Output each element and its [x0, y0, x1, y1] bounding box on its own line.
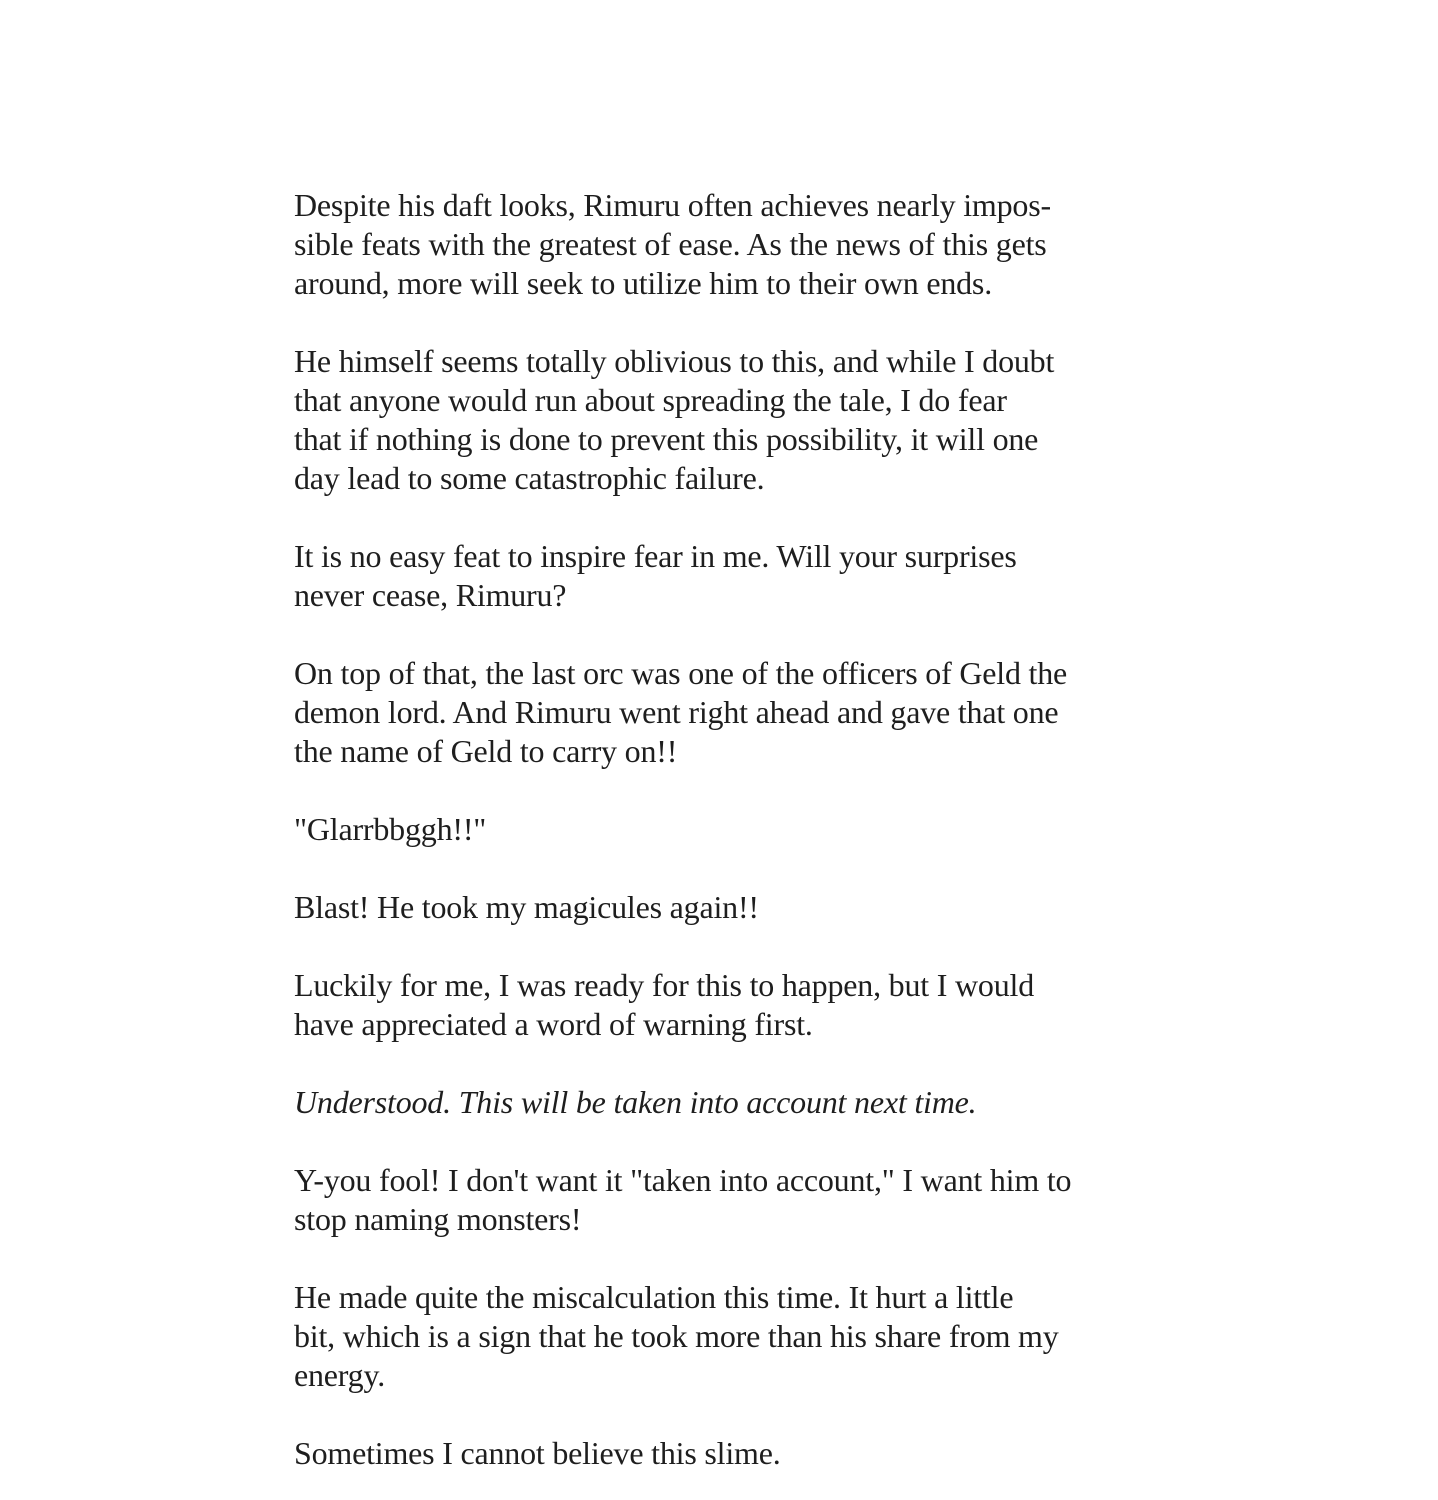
document-body	[294, 186, 1184, 1473]
paragraph-2: He himself seems totally oblivious to this, and while I doubt that anyone would run about spreading the tale, I do fear that if nothing is done to prevent this possibility, it will one day lead to some catastrophic failure.	[294, 343, 1055, 496]
paragraph-6: Blast! He took my magicules again!!	[294, 889, 759, 925]
paragraph-11: Sometimes I cannot believe this slime.	[294, 1435, 781, 1471]
paragraph-7: Luckily for me, I was ready for this to happen, but I would have appreciated a word of warning first.	[294, 967, 1035, 1042]
paragraph-8-italic: Understood. This will be taken into account next time.	[294, 1084, 977, 1120]
paragraph-1: Despite his daft looks, Rimuru often achieves nearly impos- sible feats with the greatest of ease. As the news of this gets around, more will seek to utilize him to their own ends.	[294, 187, 1051, 301]
paragraph-5: "Glarrbbggh!!"	[294, 811, 487, 847]
paragraph-3: It is no easy feat to inspire fear in me. Will your surprises never cease, Rimuru?	[294, 538, 1017, 613]
paragraph-4: On top of that, the last orc was one of the officers of Geld the demon lord. And Rimuru went right ahead and gave that one the name of Geld to carry on!!	[294, 655, 1068, 769]
paragraph-9: Y-you fool! I don't want it "taken into account," I want him to stop naming monsters!	[294, 1162, 1072, 1237]
paragraph-10: He made quite the miscalculation this time. It hurt a little bit, which is a sign that he took more than his share from my energy.	[294, 1279, 1059, 1393]
